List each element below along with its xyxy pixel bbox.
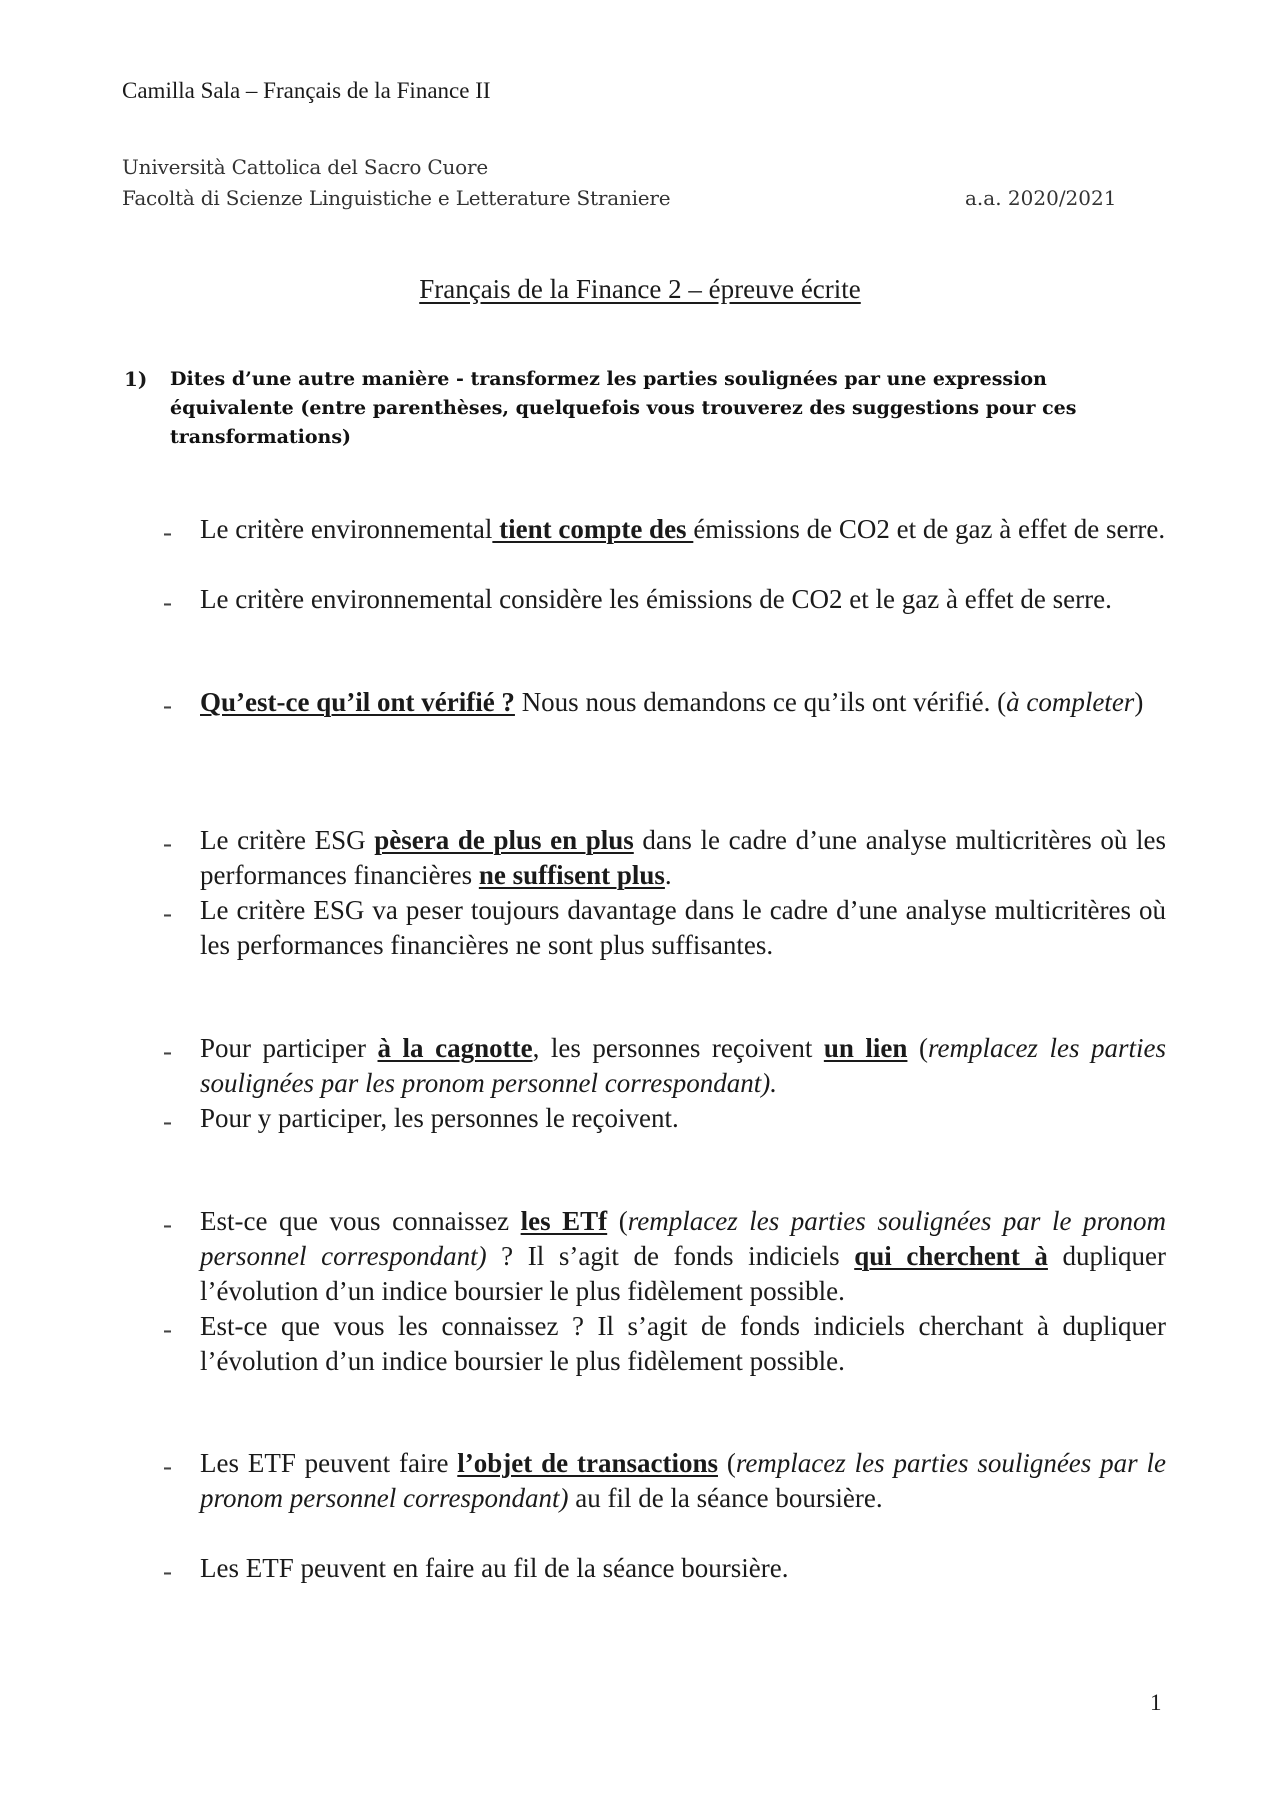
exercise-sentence: Est-ce que vous connaissez les ETf (remplacez les parties soulignées par le pronom personnel correspondant) ? Il s’agit de fonds indiciels qui cherchent à dupliquer l’évolution d’un indice boursier le plus fidèlement possible. <box>200 1206 1166 1306</box>
page-number: 1 <box>1150 1690 1162 1715</box>
exercise-sentence: Les ETF peuvent faire l’objet de transactions (remplacez les parties soulignées par le pronom personnel correspondant) au fil de la séance boursière. <box>200 1448 1166 1513</box>
list-dash: - <box>163 587 172 617</box>
list-dash: - <box>163 1451 172 1481</box>
list-dash: - <box>163 1106 172 1136</box>
exercise-sentence: Pour participer à la cagnotte, les personnes reçoivent un lien (remplacez les parties soulignées par les pronom personnel correspondant). <box>200 1033 1166 1098</box>
author-course-header: Camilla Sala – Français de la Finance II <box>122 78 491 103</box>
answer-sentence: Pour y participer, les personnes le reçoivent. <box>200 1103 679 1133</box>
exercise-sentence: Le critère ESG pèsera de plus en plus dans le cadre d’une analyse multicritères où les performances financières ne suffisent plus. <box>200 825 1166 890</box>
exercise-sentence: Le critère environnemental tient compte des émissions de CO2 et de gaz à effet de serre. <box>200 514 1166 544</box>
list-dash: - <box>163 690 172 720</box>
question-number: 1) <box>124 367 148 391</box>
answer-sentence: Est-ce que vous les connaissez ? Il s’agit de fonds indiciels cherchant à dupliquer l’évolution d’un indice boursier le plus fidèlement possible. <box>200 1311 1166 1376</box>
underlined-part: un lien <box>823 1033 908 1063</box>
answer-sentence: Le critère environnemental considère les émissions de CO2 et le gaz à effet de serre. <box>200 584 1112 614</box>
list-dash: - <box>163 1036 172 1066</box>
university-name: Università Cattolica del Sacro Cuore <box>122 155 489 179</box>
question-instructions: Dites d’une autre manière - transformez les parties soulignées par une expression équivalente (entre parenthèses, quelquefois vous trouverez des suggestions pour ces transformations) <box>170 368 1077 448</box>
page-title: Français de la Finance 2 – épreuve écrite <box>419 274 861 304</box>
underlined-part: à la cagnotte <box>377 1033 533 1063</box>
academic-year: a.a. 2020/2021 <box>965 186 1117 210</box>
faculty-name: Facoltà di Scienze Linguistiche e Letterature Straniere <box>122 186 671 210</box>
underlined-part: qui cherchent à <box>854 1241 1048 1271</box>
underlined-part: ne suffisent plus <box>478 860 665 890</box>
list-dash: - <box>163 1556 172 1586</box>
answer-sentence: Le critère ESG va peser toujours davantage dans le cadre d’une analyse multicritères où les performances financières ne sont plus suffisantes. <box>200 895 1166 960</box>
underlined-part: pèsera de plus en plus <box>374 825 634 855</box>
list-dash: - <box>163 828 172 858</box>
list-dash: - <box>163 517 172 547</box>
exercise-sentence: Qu’est-ce qu’il ont vérifié ? Nous nous demandons ce qu’ils ont vérifié. (à completer) <box>200 687 1144 717</box>
list-dash: - <box>163 1314 172 1344</box>
list-dash: - <box>163 1209 172 1239</box>
underlined-part: l’objet de transactions <box>457 1448 718 1478</box>
list-dash: - <box>163 898 172 928</box>
answer-sentence: Les ETF peuvent en faire au fil de la séance boursière. <box>200 1553 789 1583</box>
underlined-part: tient compte des <box>492 514 694 544</box>
underlined-part: Qu’est-ce qu’il ont vérifié ? <box>200 687 515 717</box>
underlined-part: les ETf <box>520 1206 608 1236</box>
